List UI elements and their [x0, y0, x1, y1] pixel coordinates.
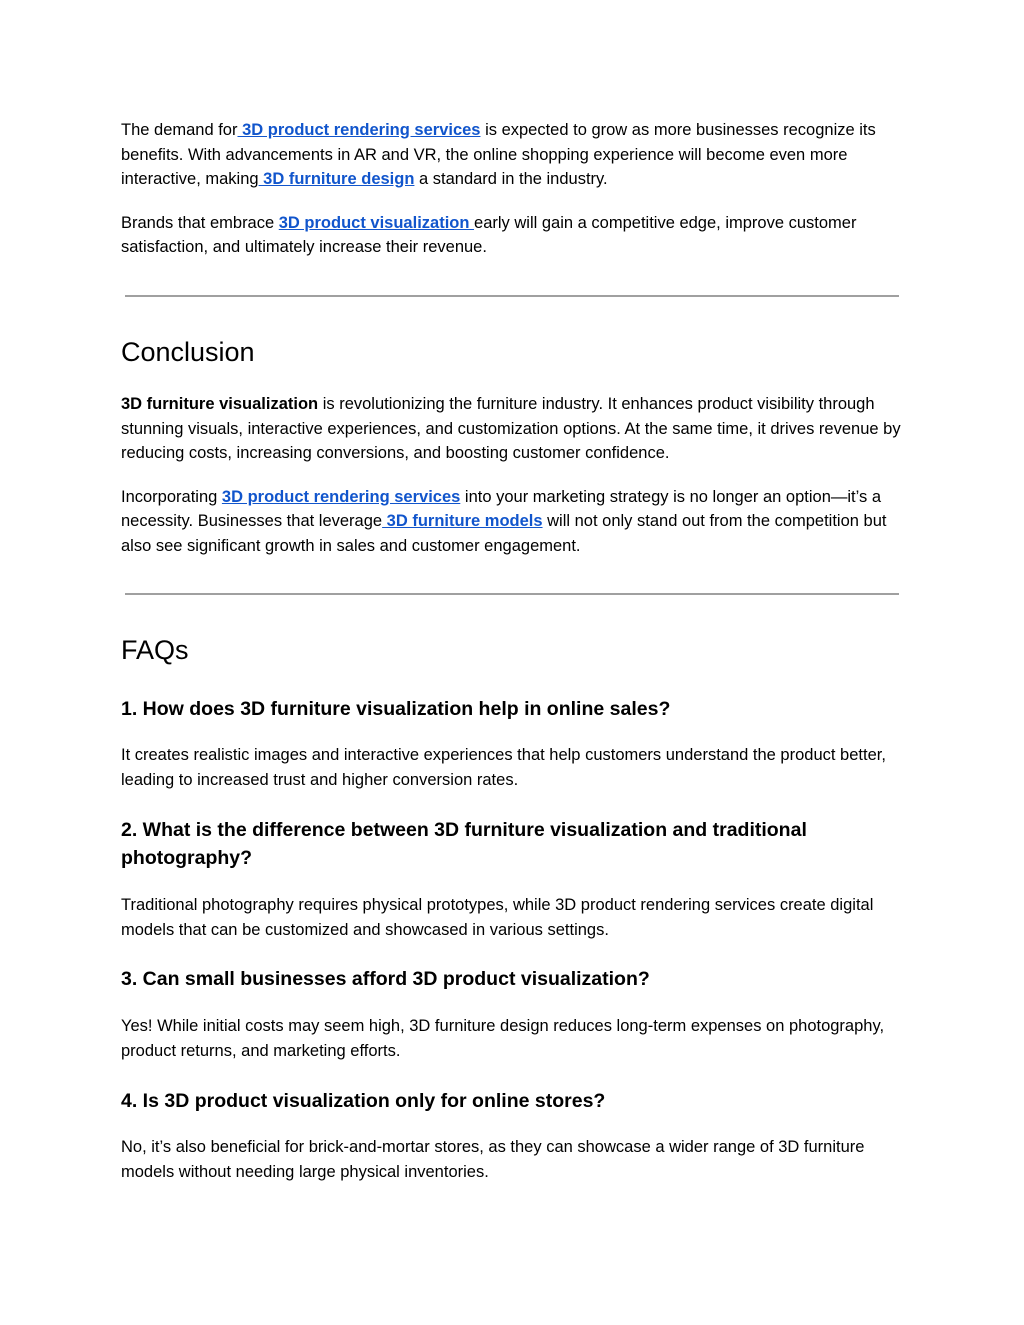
faq-item — [121, 695, 901, 723]
faq-item — [121, 816, 901, 872]
text: a standard in the industry. — [414, 170, 608, 188]
section-divider — [125, 295, 899, 297]
text: is revolutionizing the furniture industry. It enhances product visibility through stunning visuals, interactive experiences, and customization options. At the same time, it drives revenue by reducing costs, increasing conversions, and boosting customer confidence. — [121, 395, 901, 462]
faq-answer: Traditional photography requires physical prototypes, while 3D product rendering services create digital models that can be customized and showcased in various settings. — [121, 896, 874, 939]
text: will not only stand out from the competition but also see significant growth in sales and customer engagement. — [121, 512, 887, 555]
faqs-heading: FAQs — [121, 635, 189, 665]
link-3d-product-rendering-services[interactable]: 3D product rendering services — [237, 121, 481, 139]
faq-question: 1. How does 3D furniture visualization help in online sales? — [121, 698, 671, 720]
faq-answer-block — [121, 743, 901, 811]
link-3d-furniture-design[interactable]: 3D furniture design — [258, 170, 415, 188]
link-3d-product-rendering-services[interactable]: 3D product rendering services — [221, 487, 461, 506]
text: The demand for — [121, 121, 238, 139]
faq-question: 3. Can small businesses afford 3D product visualization? — [121, 968, 650, 990]
faq-answer: Yes! While initial costs may seem high, 3D furniture design reduces long-term expenses on photography, product returns, and marketing efforts. — [121, 1017, 885, 1060]
faq-question: 2. What is the difference between 3D furniture visualization and traditional photography? — [121, 819, 807, 869]
faq-question: 4. Is 3D product visualization only for online stores? — [121, 1090, 606, 1112]
section-divider — [125, 593, 899, 595]
conclusion-section — [121, 392, 901, 577]
faq-answer-block — [121, 893, 901, 961]
intro-paragraph-1 — [121, 118, 901, 192]
text: is expected to grow as more businesses recognize its benefits. With advancements in AR and VR, the online shopping experience will become even more interactive, making — [121, 121, 876, 188]
faq-answer-block — [121, 1135, 901, 1203]
intro-section — [121, 118, 901, 279]
text: into your marketing strategy is no longer an option—it’s a necessity. Businesses that leverage — [121, 487, 881, 530]
faq-answer: No, it’s also beneficial for brick-and-mortar stores, as they can showcase a wider range of 3D furniture models without needing large physical inventories. — [121, 1138, 865, 1181]
text: Brands that embrace — [121, 213, 279, 232]
faq-item — [121, 965, 901, 993]
bold-term: 3D furniture visualization — [121, 395, 319, 413]
text: early will gain a competitive edge, improve customer satisfaction, and ultimately increase their revenue. — [121, 213, 857, 256]
intro-paragraph-2 — [121, 211, 901, 260]
text: Incorporating — [121, 487, 222, 506]
link-3d-product-visualization[interactable]: 3D product visualization — [278, 213, 475, 232]
faq-answer-block — [121, 1014, 901, 1082]
faq-answer: It creates realistic images and interactive experiences that help customers understand the product better, leading to increased trust and higher conversion rates. — [121, 746, 886, 789]
conclusion-paragraph-2 — [121, 485, 901, 559]
conclusion-heading: Conclusion — [121, 337, 255, 367]
link-3d-furniture-models[interactable]: 3D furniture models — [382, 512, 543, 530]
conclusion-paragraph-1 — [121, 392, 901, 466]
faq-item — [121, 1087, 901, 1115]
